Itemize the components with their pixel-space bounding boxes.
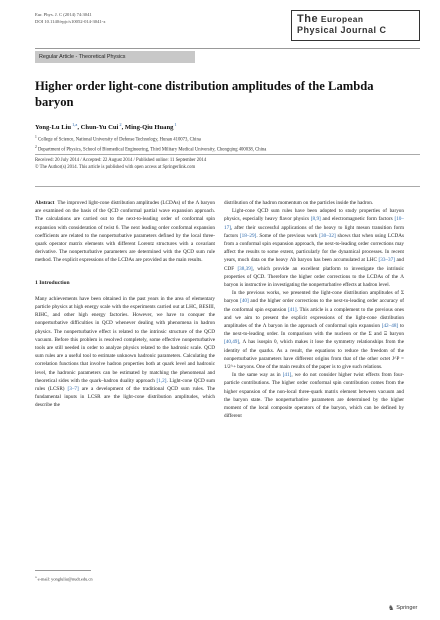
paragraph-text: . This article is a complement to the previous ones and we aim to present the explicit expressions of the light-cone distribution amplitudes of the Λ baryon in the approach of conformal spin expansion [224, 306, 404, 330]
right-column [224, 199, 404, 420]
citation-link[interactable]: [40,49] [224, 339, 240, 346]
affiliation-number: 2 [35, 144, 37, 149]
journal-reference [35, 11, 106, 25]
logo-european: European [318, 14, 364, 24]
author-separator: , [77, 124, 81, 132]
footnote-divider [35, 570, 91, 571]
paragraph-text: to the next-to-leading order. In comparison with the nucleon or the Σ and Ξ baryon [224, 323, 404, 338]
affiliation-number: 1 [35, 135, 37, 139]
abstract-label: Abstract [35, 200, 55, 206]
journal-citation: Eur. Phys. J. C (2014) 74:3041 [35, 12, 92, 17]
paragraph-text: are a development of the traditional QCD sum rules. The fundamental inputs in LCSR are the light-cone distribution amplitudes, which describe the [35, 386, 216, 409]
affiliation-list [35, 134, 266, 153]
springer-label: Springer [396, 605, 418, 611]
horse-icon: ♞ [388, 605, 395, 612]
citation-link[interactable]: [33–37] [378, 257, 395, 264]
author-email[interactable]: e-mail: yongluliu@nudt.edu.cn [37, 576, 93, 582]
left-column [35, 199, 215, 410]
author-name[interactable]: Ming-Qiu Huang [124, 124, 174, 132]
copyright-notice: © The Author(s) 2014. This article is published with open access at Springerlink.com [35, 165, 196, 170]
paragraph-text: , we do not consider higher twist effects from four-particle contributions. The higher order conformal spin contribution comes from the higher expansion of the non-local three-quark matrix element between vacuum and the baryon state. The nonperturbative parameters are determined by the higher moment of the local composite operators of the baryon, which can be defined by different [224, 372, 404, 420]
paragraph-text: Light-cone QCD sum rules have been adopted to study properties of baryon physics, especially heavy flavor physics [224, 208, 404, 223]
dates-divider [35, 154, 420, 155]
logo-physical-journal: Physical Journal C [297, 25, 387, 35]
citation-link[interactable]: [1,2] [156, 377, 167, 384]
logo-the: The [297, 13, 319, 25]
abstract-text: The improved light-cone distribution amplitudes (LCDAs) of the Λ baryon are examined on the basis of the QCD conformal partial wave expansion approach. The calculations are carried out to the next-to-leading order of conformal spin expansion with consideration of twist 6. The next leading order conformal expansion coefficients are related to the nonperturbative parameters defined by the local three-quark operator matrix elements with different Lorentz structures with a covariant derivative. The nonperturbative parameters are determined with the QCD sum rule method. The explicit expressions of the LCDAs are provided as the main results. [35, 200, 215, 264]
author-affiliation-mark: 1,a [72, 122, 78, 127]
citation-link[interactable]: [41] [282, 372, 292, 379]
journal-doi[interactable]: DOI 10.1140/epjc/s10052-014-3041-x [35, 19, 106, 24]
paper-title: Higher order light-cone distribution amplitudes of the Lambda baryon [35, 79, 374, 109]
affiliation-item [35, 144, 266, 154]
paragraph-text: . Light-cone QCD sum rules (LCSR) [35, 377, 215, 393]
author-affiliation-mark: 1 [174, 122, 177, 127]
affiliation-text: College of Science, National University of Defense Technology, Hunan 410073, China [37, 137, 201, 143]
citation-link[interactable]: [3–7] [67, 386, 79, 393]
author-name[interactable]: Yong-Lu Liu [35, 124, 72, 132]
affiliation-text: Department of Physics, School of Biomedical Engineering, Third Military Medical University, Chongqing 400038, China [37, 147, 267, 153]
abstract-divider [35, 186, 420, 187]
paragraph-text: Many achievements have been obtained in the past years in the area of elementary particle physics at high energy scale with the experiments carried out at LHC, BESIII, RIHC, and other high energy factories. However, we have to conquer the nonperturbative difficulties in QCD whenever dealing with phenomena in hadron physics. The nonperturbative effect is related to the intrinsic structure of the QCD vacuum. Before this problem is resolved completely, some effective nonperturbative tools are still needed in order to analyze physics related to the hadronic scale. QCD sum rules are a useful tool to estimate unknown hadronic parameters. Calculating the correlation functions that involve hadron properties both at quark level and hadronic level, the hadronic parameters can be estimated by matching the phenomenal and theoretical sides with the quark–hadron duality approach [35, 295, 215, 384]
citation-link[interactable]: [38,39] [237, 265, 253, 272]
paragraph-text: and the higher order corrections to the next-to-leading order accuracy of the conformal spin expansion [224, 298, 405, 313]
intro-paragraph-continued: distribution of the hadron momentum on the particles inside the hadron. [224, 200, 374, 206]
footnote [35, 575, 93, 581]
springer-logo [388, 604, 417, 612]
citation-link[interactable]: [10–17] [224, 216, 404, 231]
intro-paragraph [35, 295, 215, 410]
intro-paragraph [224, 371, 404, 420]
intro-paragraph [224, 207, 404, 289]
paragraph-text: In the same way as in [232, 372, 283, 379]
header-divider [35, 48, 420, 49]
citation-link[interactable]: [40] [240, 298, 249, 305]
citation-link[interactable]: [30–32] [319, 232, 336, 239]
author-affiliation-mark: 2 [119, 122, 122, 127]
paragraph-text: , after their successful applications of the heavy to light meson transition form factors [224, 224, 404, 239]
author-list [35, 122, 177, 131]
citation-link[interactable]: [18–29] [239, 232, 257, 239]
abstract [35, 199, 215, 265]
affiliation-item [35, 134, 266, 144]
author-separator: , [121, 124, 125, 132]
paragraph-text: shows that when using LCDAs from a conformal spin expansion approach, the next-to-leading order corrections may affect the results to some extent, particularly for the dynamical processes. In recent years, much data on the heavy Λb baryon has been accumulated at LHC [224, 232, 404, 264]
citation-link[interactable]: [41] [287, 306, 297, 313]
paragraph-text: In the previous works, we presented the light-cone distribution amplitudes of Σ baryon [224, 290, 404, 305]
received-accepted-dates: Received: 20 July 2014 / Accepted: 22 August 2014 / Published online: 11 September 2014 [35, 158, 207, 163]
paragraph-text: , which provide an excellent platform to investigate the intrinsic properties of QCD. Therefore the higher order corrections to the LCDAs of the Λ baryon is instructive in investigating the nonperturbative effects at hadron level. [224, 265, 404, 289]
journal-logo [291, 10, 420, 41]
citation-link[interactable]: [42–48] [381, 323, 399, 330]
intro-paragraph [224, 289, 404, 371]
paragraph-text: and electromagnetic form factors [320, 216, 395, 223]
paragraph-text: , Λ has isospin 0, which makes it lose the symmetry relationships from the identity of the quarks. As a result, the equations to reduce the freedom of the nonperturbative parameters have different origins from that of the other octet J^P = 1/2^+ baryons. One of the main results of the paper is to give such relations. [224, 339, 404, 371]
footnote-mark: a [35, 575, 37, 579]
publication-dates [35, 157, 206, 171]
section-heading-introduction: 1 Introduction [35, 279, 70, 286]
citation-link[interactable]: [8,9] [310, 216, 321, 223]
paragraph-text: and CDF [224, 257, 404, 272]
author-name[interactable]: Chun-Yu Cui [80, 124, 119, 132]
article-category: Regular Article - Theoretical Physics [35, 51, 195, 63]
paragraph-text: . Some of the previous work [256, 232, 320, 239]
